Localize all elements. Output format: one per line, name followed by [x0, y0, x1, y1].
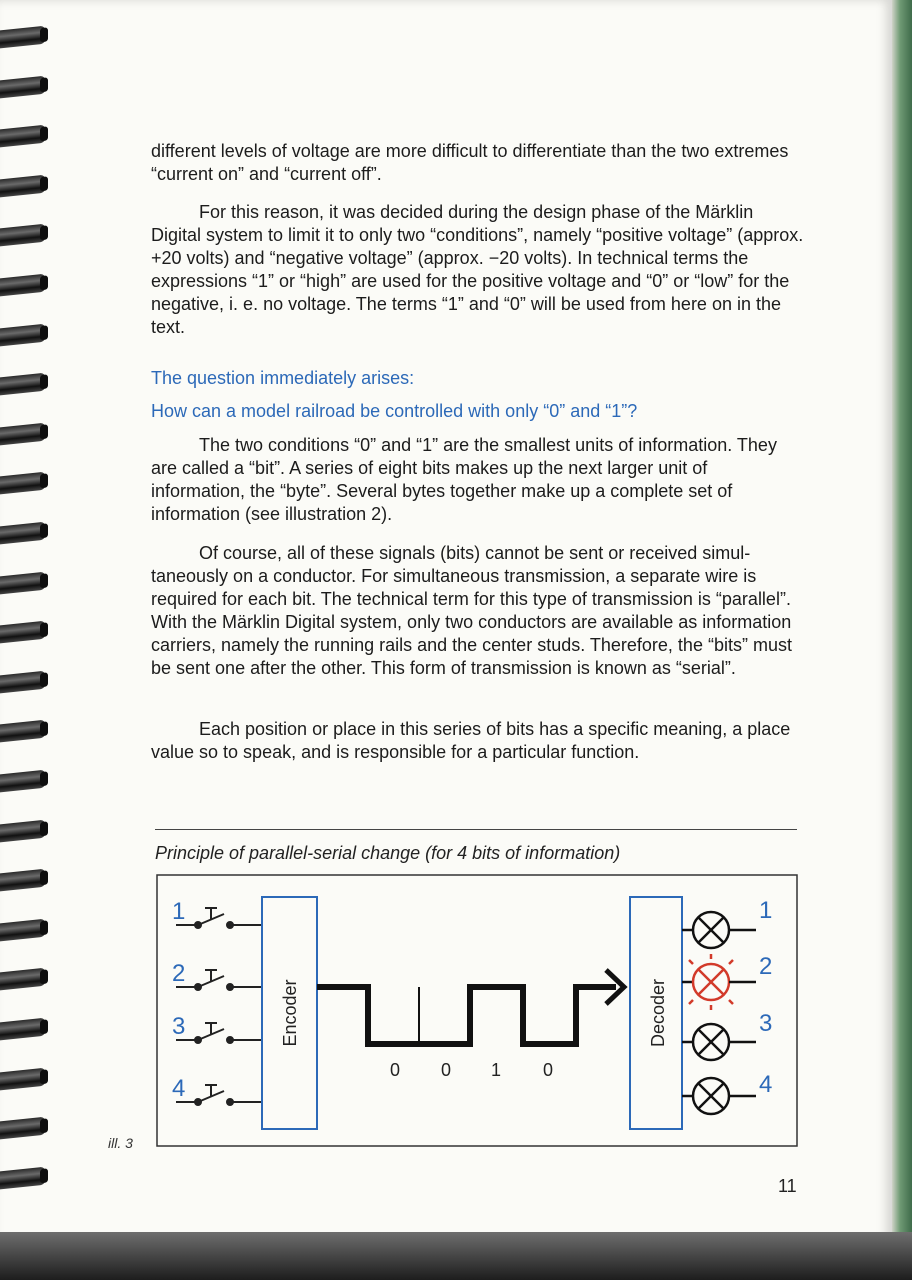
spiral-coil — [0, 26, 46, 49]
spiral-coil — [0, 1018, 46, 1041]
serial-signal — [317, 987, 616, 1044]
bit-value-1: 0 — [389, 1060, 401, 1080]
spiral-coil — [0, 522, 46, 545]
heading-question: The question immediately arises: — [151, 368, 415, 388]
spiral-coil — [0, 174, 46, 197]
paragraph-two-conditions: For this reason, it was decided during the design phase of the Märklin Digital system to limit it to only two “conditions”, namely “positive voltage” (approx. +20 volts) and “negative voltage” (approx. −20 volts). In technical terms the expressions “1” or “high” are used for the positive voltage and “0” or “low” for the negative, i. e. no voltage. The terms “1” and “0” will be used from here on in the text. — [151, 202, 804, 337]
switch-label-3: 3 — [172, 1013, 186, 1040]
switch-label-4: 4 — [172, 1075, 186, 1102]
spiral-coil — [0, 472, 46, 495]
bit-value-2: 0 — [440, 1060, 452, 1080]
spiral-coil — [0, 869, 46, 892]
parallel-serial-diagram — [156, 874, 798, 1148]
bit-value-3: 1 — [490, 1060, 502, 1080]
paragraph-place-value: Each position or place in this series of bits has a specific meaning, a place value so to speak, and is responsible for a particular function. — [151, 719, 791, 762]
heading-how-controlled: How can a model railroad be controlled with only “0” and “1”? — [151, 401, 638, 421]
lamp-icon-1 — [682, 912, 756, 948]
spiral-coil — [0, 968, 46, 991]
page-number: 11 — [778, 1176, 797, 1196]
spiral-coil — [0, 720, 46, 743]
bit-values — [390, 1060, 553, 1080]
spiral-coil — [0, 224, 46, 247]
paragraph-bits-bytes: The two conditions “0” and “1” are the smallest units of information. They are called a “bit”. A series of eight bits makes up the next larger unit of information, the “byte”. Several bytes together make up a complete set of information (see illustration 2). — [151, 435, 777, 524]
figure-rule — [155, 829, 797, 830]
spiral-binding — [0, 20, 52, 1220]
switch-label-1: 1 — [172, 898, 186, 925]
spiral-coil — [0, 75, 46, 98]
paragraph-voltage-levels: different levels of voltage are more difficult to differentiate than the two extremes “current on” and “current off”. — [151, 141, 789, 184]
paragraph-serial-parallel: Of course, all of these signals (bits) cannot be sent or received simultaneously on a conductor. For simultaneous transmission, a separate wire is required for each bit. The technical term for this type of transmission is “parallel”. With the Märklin Digital system, only two conductors are available as information carriers, namely the running rails and the center studs. Therefore, the “bits” must be sent one after the other. This form of transmission is known as “serial”. — [151, 543, 792, 678]
lamp-icon-3 — [682, 1024, 756, 1060]
encoder-label: Encoder — [280, 979, 300, 1047]
spiral-coil — [0, 918, 46, 941]
illustration-label: ill. 3 — [108, 1135, 133, 1151]
spiral-coil — [0, 323, 46, 346]
spiral-coil — [0, 125, 46, 148]
bit-value-4: 0 — [542, 1060, 554, 1080]
switch-icon-4 — [176, 1085, 262, 1105]
spiral-coil — [0, 670, 46, 693]
spiral-coil — [0, 373, 46, 396]
lamp-label-1: 1 — [759, 897, 773, 924]
switch-labels — [172, 898, 185, 1102]
switch-group — [176, 908, 262, 1105]
switch-icon-2 — [176, 970, 262, 990]
page-edge — [892, 0, 912, 1250]
spiral-coil — [0, 819, 46, 842]
lamp-labels — [759, 897, 772, 1098]
switch-label-2: 2 — [172, 960, 186, 987]
lamp-label-4: 4 — [759, 1071, 773, 1098]
spiral-coil — [0, 770, 46, 793]
lamp-label-3: 3 — [759, 1010, 773, 1037]
spiral-coil — [0, 422, 46, 445]
page-shadow — [0, 1232, 912, 1280]
switch-icon-3 — [176, 1023, 262, 1043]
lamp-icon-2 — [682, 954, 756, 1010]
spiral-coil — [0, 1117, 46, 1140]
spiral-coil — [0, 621, 46, 644]
decoder-label: Decoder — [648, 978, 668, 1048]
lamp-label-2: 2 — [759, 953, 773, 980]
figure-caption: Principle of parallel-serial change (for 4 bits of information) — [155, 843, 621, 863]
lamp-icon-4 — [682, 1078, 756, 1114]
spiral-coil — [0, 1166, 46, 1189]
spiral-coil — [0, 571, 46, 594]
switch-icon-1 — [176, 908, 262, 928]
spiral-coil — [0, 1067, 46, 1090]
spiral-coil — [0, 274, 46, 297]
lamp-group — [682, 912, 756, 1114]
